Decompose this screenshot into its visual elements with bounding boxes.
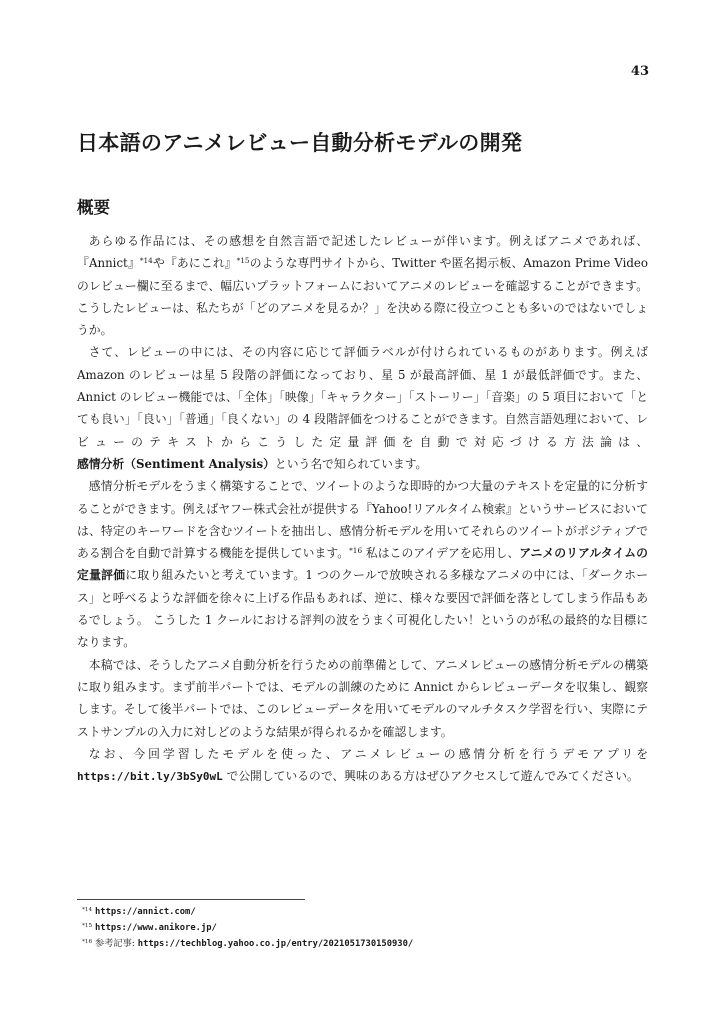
page-title: 日本語のアニメレビュー自動分析モデルの開発 bbox=[77, 131, 523, 155]
paragraph-1-text-a: あらゆる作品には、その感想を自然言語で記述したレビューが伴います。例えばアニメであれば、『Annict』 bbox=[77, 234, 648, 271]
paragraph-2-text-b: という名で知られています。 bbox=[274, 456, 428, 471]
footnote-mark: *14 bbox=[82, 906, 93, 913]
footnote-ref-15[interactable]: *15 bbox=[236, 256, 250, 266]
sentiment-analysis-term: 感情分析（Sentiment Analysis） bbox=[77, 456, 275, 471]
footnote-url[interactable]: https://annict.com/ bbox=[95, 907, 196, 917]
paragraph-5 bbox=[77, 743, 648, 789]
footnote-16 bbox=[82, 936, 642, 952]
demo-app-link[interactable]: https://bit.ly/3bSy0wL bbox=[77, 770, 223, 784]
footnotes bbox=[82, 904, 642, 953]
footnote-divider bbox=[77, 899, 305, 900]
paragraph-2-text-a: さて、レビューの中には、その内容に応じて評価ラベルが付けられているものがあります。例えば Amazon のレビューは星 5 段階の評価になっており、星 5 が最高評価、星 1 が最低評価です。また、Annict のレビュー機能では、「全体」「映像」「キャラクター」「ストーリー」「音楽」の 5 項目において「とても良い」「良い」「普通」「良くない」の 4 段階評価をつけることができます。自然言語処理において、レビューのテキストからこうした定量評価を自動で対応づける方法論は、 bbox=[77, 345, 648, 449]
footnote-mark: *16 bbox=[82, 939, 93, 946]
footnote-15 bbox=[82, 920, 642, 936]
paragraph-5-text-a: なお、今回学習したモデルを使った、アニメレビューの感情分析を行うデモアプリを bbox=[88, 746, 648, 761]
paragraph-1-text-c: のような専門サイトから、Twitter や匿名掲示板、Amazon Prime Video のレビュー欄に至るまで、幅広いプラットフォームにおいてアニメのレビューを確認することができます。こうしたレビューは、私たちが「どのアニメを見るか？」を決める際に役立つことも多いのではないでしょうか。 bbox=[77, 256, 648, 338]
paragraph-2 bbox=[77, 341, 648, 475]
footnote-ref-16[interactable]: *16 bbox=[349, 546, 363, 556]
paragraph-1 bbox=[77, 230, 648, 341]
paragraph-4: 本稿では、そうしたアニメ自動分析を行うための前準備として、アニメレビューの感情分析モデルの構築に取り組みます。まず前半パートでは、モデルの訓練のために Annict からレビューデータを収集し、観察します。そして後半パートでは、このレビューデータを用いてモデルのマルチタスク学習を行い、実際にテストサンプルの入力に対しどのような結果が得られるかを確認します。 bbox=[77, 657, 648, 739]
realtime-evaluation-term: アニメのリアルタイムの定量評価 bbox=[77, 546, 648, 583]
paragraph-3 bbox=[77, 475, 648, 653]
footnote-mark: *15 bbox=[82, 923, 93, 930]
paragraph-3-text-b: 私はこのアイデアを応用し、 bbox=[362, 546, 520, 561]
footnote-prefix: 参考記事: bbox=[95, 938, 138, 950]
footnote-url[interactable]: https://www.anikore.jp/ bbox=[95, 923, 217, 934]
body-text bbox=[77, 230, 648, 788]
footnote-url[interactable]: https://techblog.yahoo.co.jp/entry/2021051730150930/ bbox=[137, 939, 414, 950]
page-number: 43 bbox=[630, 64, 649, 79]
paragraph-5-text-b: で公開しているので、興味のある方はぜひアクセスして遊んでみてください。 bbox=[222, 769, 639, 784]
paragraph-3-text-c: に取り組みたいと考えています。1 つのクールで放映される多様なアニメの中には、「ダークホース」と呼べるような評価を徐々に上げる作品もあれば、逆に、様々な要因で評価を落としてしまう作品もあるでしょう。 こうした 1 クールにおける評判の波をうまく可視化したい！というのが私の最終的な目標になります。 bbox=[77, 568, 648, 650]
footnote-ref-14[interactable]: *14 bbox=[139, 256, 153, 266]
section-heading-abstract: 概要 bbox=[77, 198, 110, 217]
paragraph-3-text-a: 感情分析モデルをうまく構築することで、ツイートのような即時的かつ大量のテキストを定量的に分析することができます。例えばヤフー株式会社が提供する『Yahoo!リアルタイム検索』というサービスにおいては、特定のキーワードを含むツイートを抽出し、感情分析モデルを用いてそれらのツイートがポジティブである割合を自動で計算する機能を提供しています。 bbox=[77, 479, 648, 561]
paragraph-1-text-b: や『あにこれ』 bbox=[152, 256, 237, 271]
footnote-14 bbox=[82, 904, 642, 920]
